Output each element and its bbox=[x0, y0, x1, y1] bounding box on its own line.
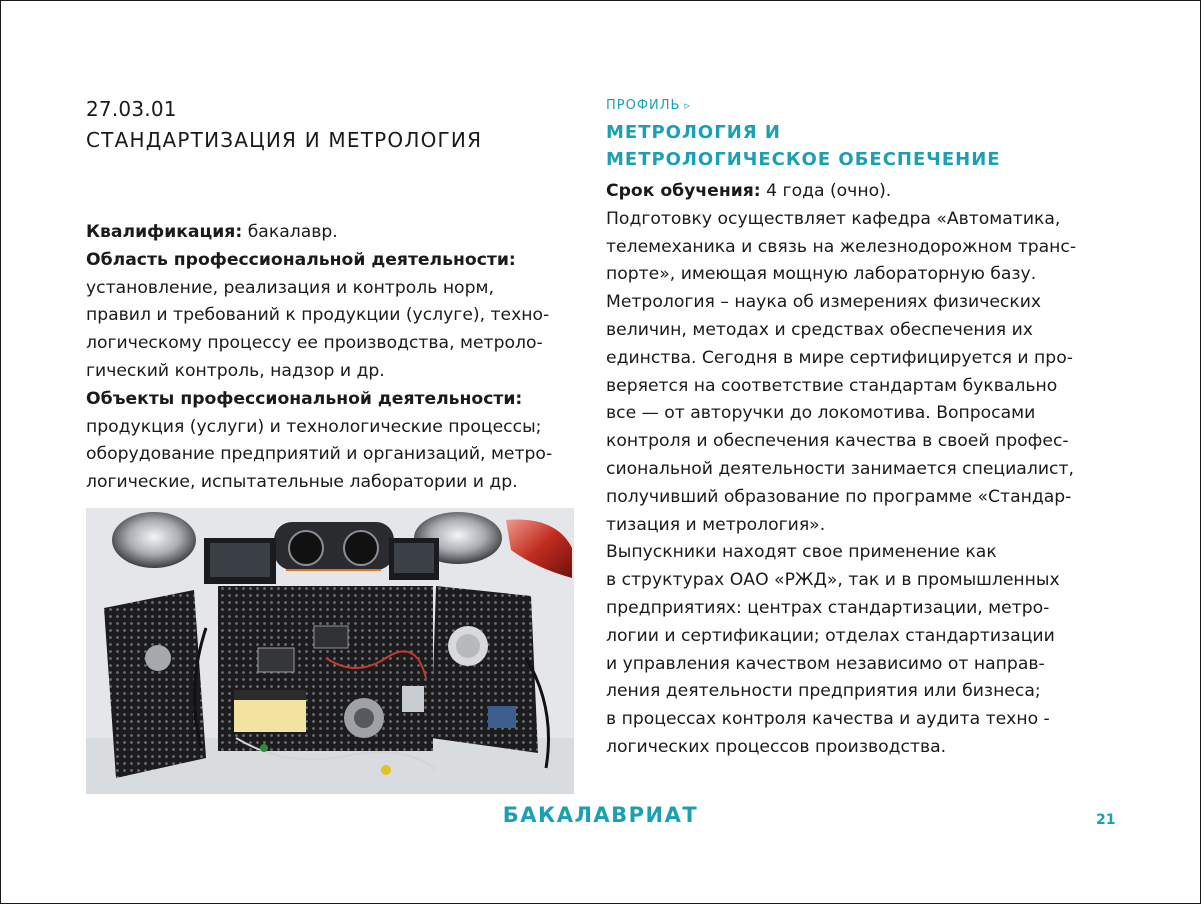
text-line: в структурах ОАО «РЖД», так и в промышленных bbox=[606, 570, 1060, 591]
text-line: веряется на соответствие стандартам буквально bbox=[606, 375, 1058, 396]
profile-title-line: МЕТРОЛОГИЧЕСКОЕ ОБЕСПЕЧЕНИЕ bbox=[606, 149, 1001, 170]
lab-equipment-photo bbox=[86, 508, 574, 794]
text-line: телемеханика и связь на железнодорожном транс- bbox=[606, 236, 1077, 257]
text-line: оборудование предприятий и организаций, метро- bbox=[86, 444, 553, 465]
text-line: сиональной деятельности занимается специалист, bbox=[606, 458, 1074, 479]
area-label: Область профессиональной деятельности: bbox=[86, 249, 516, 270]
text-line: Подготовку осуществляет кафедра «Автоматика, bbox=[606, 208, 1061, 229]
qualification bbox=[86, 219, 582, 247]
profile-title bbox=[606, 119, 1001, 173]
text-line: тизация и метрология». bbox=[606, 514, 826, 535]
page-number: 21 bbox=[1096, 812, 1116, 828]
text-line: логическому процессу ее производства, метроло- bbox=[86, 333, 543, 354]
text-line: Выпускники находят свое применение как bbox=[606, 542, 997, 563]
text-line: в процессах контроля качества и аудита техно - bbox=[606, 709, 1050, 730]
text-line: логические, испытательные лаборатории и др. bbox=[86, 472, 518, 493]
qualification-value: бакалавр. bbox=[247, 222, 338, 242]
text-line: правил и требований к продукции (услуге), техно- bbox=[86, 305, 550, 326]
text-line: Метрология – наука об измерениях физических bbox=[606, 292, 1042, 313]
text-line: величин, методах и средствах обеспечения их bbox=[606, 319, 1033, 340]
text-line: ления деятельности предприятия или бизнеса; bbox=[606, 681, 1041, 702]
objects-text bbox=[86, 414, 582, 497]
duration-value: 4 года (очно). bbox=[766, 181, 892, 201]
area-text bbox=[86, 275, 582, 386]
text-line: логии и сертификации; отделах стандартизации bbox=[606, 625, 1055, 646]
program-description bbox=[86, 219, 582, 497]
duration bbox=[606, 178, 1106, 206]
text-line: порте», имеющая мощную лабораторную базу. bbox=[606, 264, 1037, 285]
profile-text bbox=[606, 206, 1106, 762]
objects-label: Объекты профессиональной деятельности: bbox=[86, 388, 523, 409]
triangle-right-icon: ▹ bbox=[684, 99, 691, 112]
text-line: единства. Сегодня в мире сертифицируется и про- bbox=[606, 347, 1073, 368]
duration-label: Срок обучения: bbox=[606, 181, 761, 201]
lab-equipment-illustration bbox=[86, 508, 574, 794]
text-line: все — от авторучки до локомотива. Вопросами bbox=[606, 403, 1036, 424]
program-code: 27.03.01 bbox=[86, 97, 177, 121]
text-line: получивший образование по программе «Стандар- bbox=[606, 486, 1072, 507]
profile-label bbox=[606, 98, 691, 113]
text-line: и управления качеством независимо от направ- bbox=[606, 653, 1045, 674]
profile-description bbox=[606, 178, 1106, 762]
text-line: установление, реализация и контроль норм, bbox=[86, 277, 494, 298]
profile-label-text: ПРОФИЛЬ bbox=[606, 98, 681, 113]
footer-section-title: БАКАЛАВРИАТ bbox=[502, 803, 699, 827]
qualification-label: Квалификация: bbox=[86, 222, 243, 242]
profile-title-line: МЕТРОЛОГИЯ И bbox=[606, 122, 781, 143]
text-line: предприятиях: центрах стандартизации, метро- bbox=[606, 597, 1050, 618]
program-title: СТАНДАРТИЗАЦИЯ И МЕТРОЛОГИЯ bbox=[86, 128, 483, 152]
text-line: контроля и обеспечения качества в своей профес- bbox=[606, 431, 1069, 452]
text-line: гический контроль, надзор и др. bbox=[86, 360, 385, 381]
text-line: логических процессов производства. bbox=[606, 736, 947, 757]
text-line: продукция (услуги) и технологические процессы; bbox=[86, 416, 542, 437]
